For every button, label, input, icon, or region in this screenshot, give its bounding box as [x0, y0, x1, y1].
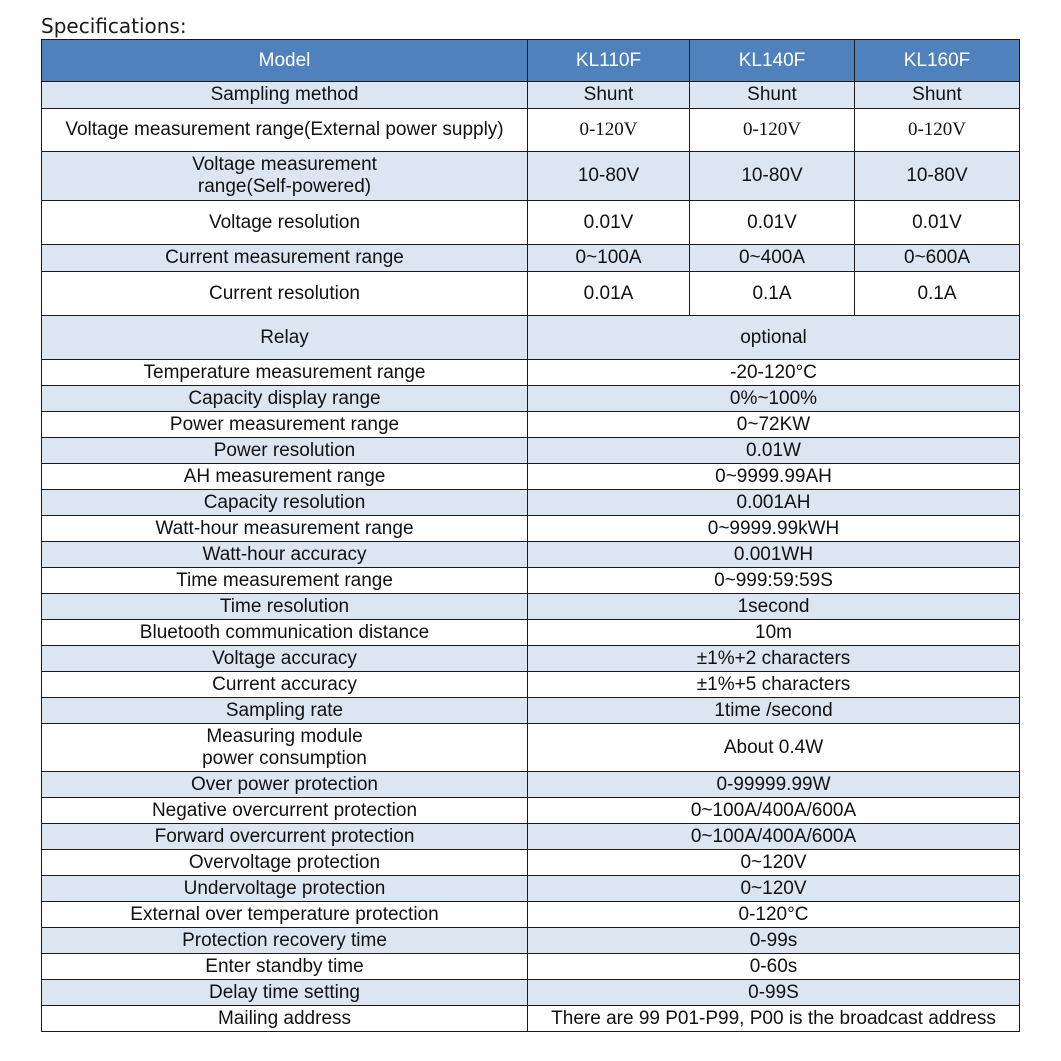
row-label: Voltage accuracy — [42, 646, 528, 672]
table-row — [42, 542, 1020, 568]
row-label: External over temperature protection — [42, 902, 528, 928]
row-label: Watt-hour measurement range — [42, 516, 528, 542]
row-value: 0.01V — [855, 201, 1020, 245]
row-value: 10m — [528, 620, 1020, 646]
row-value: 10-80V — [855, 152, 1020, 201]
table-row — [42, 1006, 1020, 1032]
row-label: Undervoltage protection — [42, 876, 528, 902]
row-value: 0~100A/400A/600A — [528, 824, 1020, 850]
row-value: 0-120V — [528, 109, 690, 152]
row-value: There are 99 P01-P99, P00 is the broadcast address — [528, 1006, 1020, 1032]
row-label: Negative overcurrent protection — [42, 798, 528, 824]
row-value: 0-60s — [528, 954, 1020, 980]
row-value: 10-80V — [528, 152, 690, 201]
row-value: 0.01V — [528, 201, 690, 245]
table-row — [42, 954, 1020, 980]
table-row — [42, 772, 1020, 798]
row-label: Sampling rate — [42, 698, 528, 724]
row-value: About 0.4W — [528, 724, 1020, 772]
row-value: 0~72KW — [528, 412, 1020, 438]
table-row — [42, 928, 1020, 954]
row-value: 0-120°C — [528, 902, 1020, 928]
table-row — [42, 620, 1020, 646]
row-value: Shunt — [690, 82, 855, 109]
row-label: Watt-hour accuracy — [42, 542, 528, 568]
row-value: 0~9999.99AH — [528, 464, 1020, 490]
table-row — [42, 594, 1020, 620]
table-row — [42, 672, 1020, 698]
table-row — [42, 902, 1020, 928]
row-value: 1second — [528, 594, 1020, 620]
row-value: 0~600A — [855, 245, 1020, 272]
row-label: Relay — [42, 316, 528, 360]
row-label: Current resolution — [42, 272, 528, 316]
row-value: 0.01W — [528, 438, 1020, 464]
table-row — [42, 490, 1020, 516]
row-value: 0~999:59:59S — [528, 568, 1020, 594]
row-label: Protection recovery time — [42, 928, 528, 954]
row-label-line: power consumption — [202, 747, 367, 769]
table-row — [42, 824, 1020, 850]
row-value: 0-99s — [528, 928, 1020, 954]
row-label — [42, 724, 528, 772]
row-value: 1time /second — [528, 698, 1020, 724]
row-value: Shunt — [855, 82, 1020, 109]
row-label: AH measurement range — [42, 464, 528, 490]
row-label: Power resolution — [42, 438, 528, 464]
row-label: Time measurement range — [42, 568, 528, 594]
table-row — [42, 386, 1020, 412]
row-label: Enter standby time — [42, 954, 528, 980]
row-value: 0~100A/400A/600A — [528, 798, 1020, 824]
row-label: Overvoltage protection — [42, 850, 528, 876]
row-label: Voltage resolution — [42, 201, 528, 245]
header-model-kl110f: KL110F — [528, 40, 690, 82]
row-label — [42, 152, 528, 201]
row-value: 0.001AH — [528, 490, 1020, 516]
table-row — [42, 646, 1020, 672]
row-label: Current measurement range — [42, 245, 528, 272]
row-label: Over power protection — [42, 772, 528, 798]
table-row — [42, 272, 1020, 316]
table-row — [42, 412, 1020, 438]
row-value: 0~120V — [528, 850, 1020, 876]
table-row — [42, 438, 1020, 464]
table-row — [42, 360, 1020, 386]
row-value: ±1%+5 characters — [528, 672, 1020, 698]
row-value: 0-99S — [528, 980, 1020, 1006]
row-value: 0.001WH — [528, 542, 1020, 568]
header-model-label: Model — [42, 40, 528, 82]
row-label: Current accuracy — [42, 672, 528, 698]
row-label: Capacity display range — [42, 386, 528, 412]
row-value: optional — [528, 316, 1020, 360]
row-label: Sampling method — [42, 82, 528, 109]
row-label: Bluetooth communication distance — [42, 620, 528, 646]
table-row — [42, 876, 1020, 902]
row-label: Mailing address — [42, 1006, 528, 1032]
row-value: 0.1A — [855, 272, 1020, 316]
table-row — [42, 516, 1020, 542]
row-value: -20-120°C — [528, 360, 1020, 386]
row-value: 0%~100% — [528, 386, 1020, 412]
table-row — [42, 82, 1020, 109]
row-label: Voltage measurement range(External power supply) — [42, 109, 528, 152]
table-row — [42, 464, 1020, 490]
table-row — [42, 316, 1020, 360]
row-label: Forward overcurrent protection — [42, 824, 528, 850]
row-value: 0~400A — [690, 245, 855, 272]
row-value: ±1%+2 characters — [528, 646, 1020, 672]
row-label: Temperature measurement range — [42, 360, 528, 386]
table-row — [42, 245, 1020, 272]
header-model-kl140f: KL140F — [690, 40, 855, 82]
table-row — [42, 698, 1020, 724]
page-title: Specifications: — [41, 14, 187, 38]
header-model-kl160f: KL160F — [855, 40, 1020, 82]
row-label-line: range(Self-powered) — [197, 176, 372, 197]
table-row — [42, 850, 1020, 876]
row-label: Time resolution — [42, 594, 528, 620]
row-value: 10-80V — [690, 152, 855, 201]
row-label: Capacity resolution — [42, 490, 528, 516]
row-label: Power measurement range — [42, 412, 528, 438]
row-value: 0~120V — [528, 876, 1020, 902]
row-value: 0.01V — [690, 201, 855, 245]
table-row — [42, 109, 1020, 152]
table-header-row — [42, 40, 1020, 82]
table-row — [42, 798, 1020, 824]
row-value: Shunt — [528, 82, 690, 109]
table-row — [42, 152, 1020, 201]
row-label-line: Voltage measurement — [192, 154, 377, 175]
row-value: 0-120V — [855, 109, 1020, 152]
row-value: 0.01A — [528, 272, 690, 316]
row-value: 0~9999.99kWH — [528, 516, 1020, 542]
table-row — [42, 724, 1020, 772]
row-value: 0.1A — [690, 272, 855, 316]
row-value: 0-99999.99W — [528, 772, 1020, 798]
specifications-table — [41, 39, 1020, 1032]
table-row — [42, 980, 1020, 1006]
row-value: 0~100A — [528, 245, 690, 272]
table-row — [42, 201, 1020, 245]
row-value: 0-120V — [690, 109, 855, 152]
row-label: Delay time setting — [42, 980, 528, 1006]
table-row — [42, 568, 1020, 594]
row-label-line: Measuring module — [206, 725, 363, 747]
